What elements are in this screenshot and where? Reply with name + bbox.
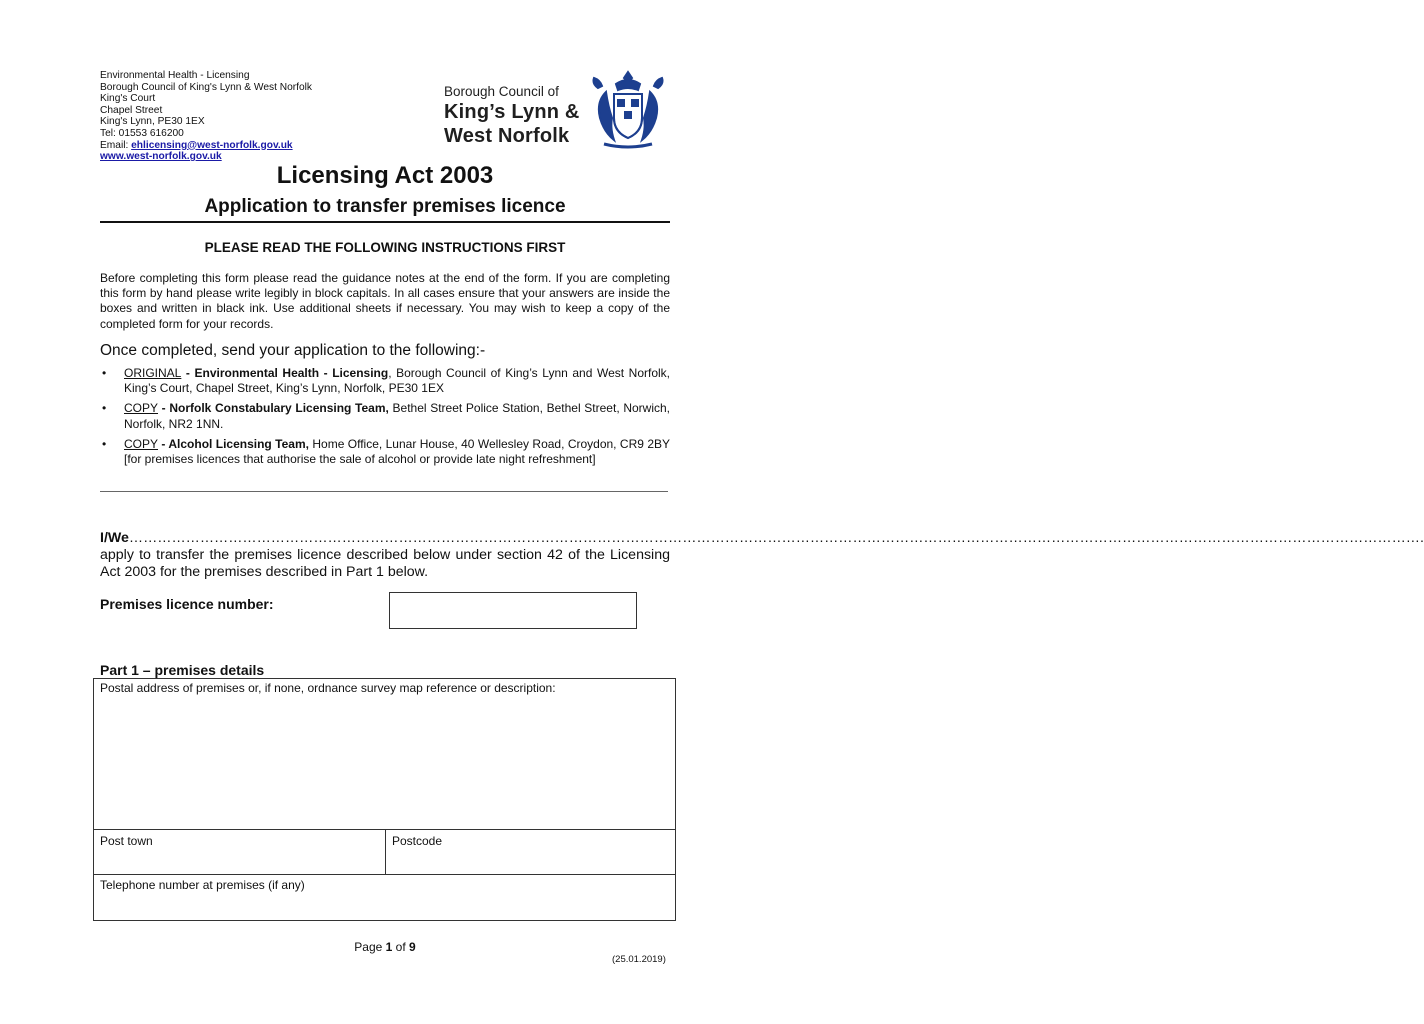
- postcode-field[interactable]: [386, 830, 675, 875]
- logo-line-3: West Norfolk: [444, 125, 570, 147]
- contact-line: King's Court: [100, 93, 156, 105]
- recipient-name: - Alcohol Licensing Team,: [158, 436, 309, 451]
- contact-line: Borough Council of King's Lynn & West Norfolk: [100, 81, 313, 93]
- contact-block: [100, 70, 312, 163]
- email-line: [100, 140, 312, 152]
- page-of: of: [392, 940, 410, 954]
- contact-line: Chapel Street: [100, 104, 163, 116]
- bullet-icon: •: [102, 436, 107, 451]
- recipient-name: - Environmental Health - Licensing: [181, 366, 389, 380]
- website-line: [100, 151, 312, 163]
- iwe-lead: I/We: [100, 530, 129, 546]
- section-divider: [100, 491, 668, 492]
- recipients-list: [100, 366, 670, 472]
- contact-line: Tel: 01553 616200: [100, 127, 184, 139]
- website-link[interactable]: www.west-norfolk.gov.uk: [100, 151, 222, 163]
- address-label: Postal address of premises or, if none, ordnance survey map reference or description:: [100, 681, 556, 695]
- recipient-marker: COPY: [124, 436, 159, 451]
- instructions-heading: PLEASE READ THE FOLLOWING INSTRUCTIONS FIRST: [204, 240, 566, 255]
- page-prefix: Page: [354, 940, 386, 954]
- recipient-address: Home Office, Lunar House, 40 Wellesley Road, Croydon, CR9 2BY [for premises licences that authorise the sale of alcohol or provide late night refreshment]: [124, 436, 671, 467]
- applicant-statement: [100, 530, 1424, 580]
- postcode-label: Postcode: [392, 834, 443, 848]
- list-item: [100, 437, 670, 467]
- email-link[interactable]: ehlicensing@west-norfolk.gov.uk: [131, 139, 293, 151]
- recipient-marker: COPY: [124, 401, 159, 416]
- contact-line: King's Lynn, PE30 1EX: [100, 116, 205, 128]
- list-item: [100, 366, 670, 396]
- logo-line-2: King’s Lynn &: [444, 101, 580, 123]
- bullet-icon: •: [102, 401, 107, 416]
- revision-date: (25.01.2019): [612, 954, 666, 965]
- list-item: [100, 401, 670, 431]
- part1-heading: Part 1 – premises details: [100, 662, 265, 678]
- bullet-icon: •: [102, 366, 107, 380]
- send-heading: Once completed, send your application to the following:-: [100, 342, 486, 359]
- statement-text: apply to transfer the premises licence described below under section 42 of the Licensing Act 2003 for the premises described in Part 1 below.: [100, 546, 670, 580]
- page-current: 1: [385, 940, 393, 954]
- logo-line-1: Borough Council of: [444, 84, 559, 99]
- contact-line: Environmental Health - Licensing: [100, 70, 250, 81]
- page-total: 9: [409, 940, 416, 954]
- licence-number-label: Premises licence number:: [100, 596, 274, 612]
- licence-number-field[interactable]: [389, 592, 637, 629]
- intro-paragraph: Before completing this form please read the guidance notes at the end of the form. If you are completing this form by hand please write legibly in block capitals. In all cases ensure that your answers are inside the boxes and written in black ink. Use additional sheets if necessary. You may wish to keep a copy of the completed form for your records.: [100, 271, 670, 331]
- recipient-address: , Borough Council of King’s Lynn and West Norfolk, King’s Court, Chapel Street, King’s Lynn, Norfolk, PE30 1EX: [124, 366, 670, 396]
- premises-details-table: [93, 678, 676, 921]
- page-subtitle: Application to transfer premises licence: [204, 196, 566, 217]
- applicant-name-field[interactable]: ………………………………………………………………………………………………………………………………………………………………………………………………………………………………………………….: [128, 530, 1424, 546]
- premises-address-field[interactable]: [94, 679, 675, 830]
- page-title: Licensing Act 2003: [276, 162, 494, 189]
- post-town-label: Post town: [100, 834, 153, 848]
- page-number: [0, 940, 770, 954]
- applicant-name-line: [100, 530, 1424, 547]
- council-logo-text: [444, 84, 580, 148]
- email-prefix: Email:: [100, 139, 132, 151]
- title-divider: [100, 221, 670, 223]
- post-town-field[interactable]: [94, 830, 386, 875]
- phone-label: Telephone number at premises (if any): [100, 878, 305, 892]
- premises-phone-field[interactable]: [94, 875, 675, 920]
- borough-crest-icon: [586, 68, 670, 152]
- recipient-marker: ORIGINAL: [124, 366, 182, 380]
- recipient-name: - Norfolk Constabulary Licensing Team,: [158, 401, 389, 416]
- recipient-address: Bethel Street Police Station, Bethel Street, Norwich, Norfolk, NR2 1NN.: [124, 401, 670, 431]
